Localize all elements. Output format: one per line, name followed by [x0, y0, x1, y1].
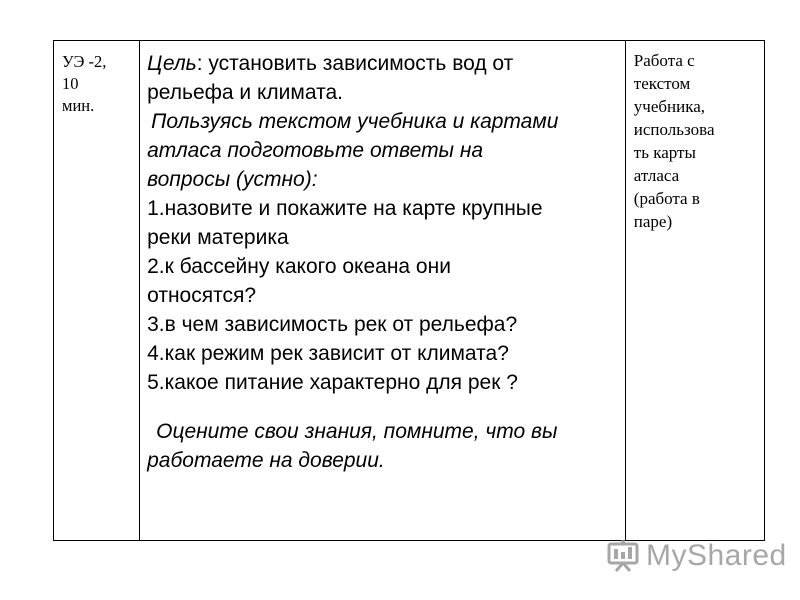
activity-line: паре): [633, 212, 673, 231]
activity-line: использова: [633, 120, 715, 139]
step-line: мин.: [62, 96, 95, 115]
step-cell: [54, 41, 140, 541]
goal-line: [147, 49, 615, 78]
lesson-table: [53, 40, 765, 541]
activity-line: ть карты: [633, 143, 696, 162]
watermark-logo: [606, 538, 787, 574]
question-line: 2.к бассейну какого океана они: [147, 255, 451, 278]
instruction-line: Пользуясь текстом учебника и картами: [151, 110, 559, 133]
step-line: УЭ -2,: [62, 52, 107, 71]
activity-line: атласа: [633, 166, 680, 185]
goal-text-cont: рельефа и климата.: [147, 81, 343, 104]
goal-text: : установить зависимость вод от: [196, 52, 514, 75]
activity-line: текстом: [633, 74, 691, 93]
goal-label: Цель: [147, 52, 197, 75]
instruction-line: вопросы (устно):: [147, 168, 318, 191]
question-line: 3.в чем зависимость рек от рельефа?: [147, 313, 518, 336]
question-line: 1.назовите и покажите на карте крупные: [147, 197, 543, 220]
closing-line: Оцените свои знания, помните, что вы: [156, 420, 558, 443]
instruction-line: атласа подготовьте ответы на: [147, 139, 484, 162]
question-line: 5.какое питание характерно для рек ?: [147, 371, 518, 394]
activity-line: Работа с: [633, 51, 695, 70]
step-line: 10: [62, 74, 79, 93]
presentation-screen-icon: [606, 539, 640, 573]
activity-cell: [625, 41, 764, 541]
question-line: относятся?: [147, 284, 257, 307]
watermark-text: MyShared: [646, 539, 787, 572]
closing-line: работаете на доверии.: [147, 449, 385, 472]
question-line: реки материка: [147, 226, 289, 249]
table-row: [54, 41, 765, 541]
content-cell: [140, 41, 626, 541]
activity-line: (работа в: [633, 189, 700, 208]
activity-line: учебника,: [633, 97, 706, 116]
question-line: 4.как режим рек зависит от климата?: [147, 342, 509, 365]
